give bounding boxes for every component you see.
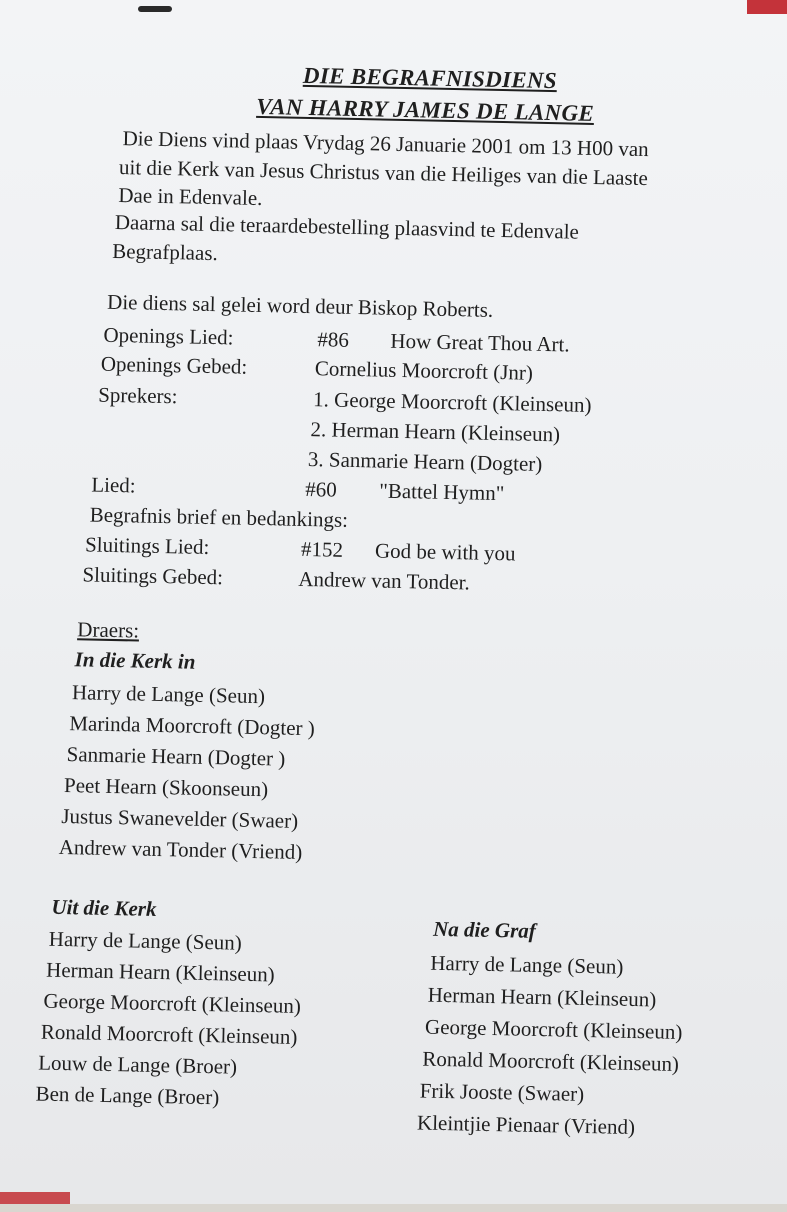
list-item: Ronald Moorcroft (Kleinseun)	[422, 1046, 680, 1076]
opening-song-number: #86	[317, 327, 350, 352]
song-number: #60	[305, 476, 338, 502]
opening-song-label: Openings Lied:	[103, 322, 234, 350]
closing-song-label: Sluitings Lied:	[84, 532, 210, 559]
list-item: Andrew van Tonder (Vriend)	[58, 834, 303, 865]
opening-song-title: How Great Thou Art.	[390, 328, 570, 357]
intro-line: uit die Kerk van Jesus Christus van die Heiliges van die Laaste	[118, 155, 649, 191]
opening-prayer: Cornelius Moorcroft (Jnr)	[314, 356, 534, 385]
bearers-heading: Draers:	[77, 617, 140, 643]
intro-line: Die Diens vind plaas Vrydag 26 Januarie 2001 om 13 H00 van	[122, 126, 649, 162]
list-item: Peet Hearn (Skoonseun)	[63, 773, 269, 802]
speaker-item: 2. Herman Hearn (Kleinseun)	[310, 417, 561, 447]
list-item: George Moorcroft (Kleinseun)	[43, 988, 302, 1019]
list-item: Louw de Lange (Broer)	[37, 1050, 238, 1079]
intro-line: Begrafplaas.	[111, 238, 219, 266]
out-church-heading: Uit die Kerk	[51, 894, 157, 921]
intro-line: Dae in Edenvale.	[118, 183, 263, 211]
grave-heading: Na die Graf	[432, 916, 537, 943]
list-item: Justus Swanevelder (Swaer)	[61, 803, 299, 833]
into-church-heading: In die Kerk in	[74, 647, 196, 674]
list-item: Frik Jooste (Swaer)	[419, 1078, 585, 1106]
song-label: Lied:	[91, 472, 136, 498]
closing-song-number: #152	[300, 536, 344, 562]
list-item: Harry de Lange (Seun)	[430, 950, 624, 979]
service-leader: Die diens sal gelei word deur Biskop Roberts.	[106, 289, 494, 322]
list-item: Herman Hearn (Kleinseun)	[427, 982, 657, 1012]
list-item: Harry de Lange (Seun)	[48, 926, 243, 955]
list-item: Sanmarie Hearn (Dogter )	[66, 742, 286, 771]
closing-prayer-label: Sluitings Gebed:	[82, 562, 224, 590]
list-item: Ronald Moorcroft (Kleinseun)	[40, 1019, 298, 1049]
list-item: George Moorcroft (Kleinseun)	[424, 1014, 683, 1045]
opening-prayer-label: Openings Gebed:	[100, 351, 248, 379]
list-item: Kleintjie Pienaar (Vriend)	[416, 1110, 636, 1140]
intro-line: Daarna sal die teraardebestelling plaasvind te Edenvale	[114, 209, 580, 244]
title-line-2: VAN HARRY JAMES DE LANGE	[256, 93, 595, 126]
speaker-item: 1. George Moorcroft (Kleinseun)	[312, 387, 592, 417]
closing-song-title: God be with you	[374, 538, 516, 566]
song-title: "Battel Hymn"	[379, 478, 505, 506]
letter-label: Begrafnis brief en bedankings:	[89, 502, 349, 532]
closing-prayer: Andrew van Tonder.	[298, 566, 470, 595]
speaker-item: 3. Sanmarie Hearn (Dogter)	[307, 447, 543, 476]
list-item: Harry de Lange (Seun)	[71, 680, 266, 709]
list-item: Herman Hearn (Kleinseun)	[45, 957, 275, 987]
list-item: Marinda Moorcroft (Dogter )	[69, 711, 316, 741]
title-line-1: DIE BEGRAFNISDIENS	[302, 62, 558, 94]
list-item: Ben de Lange (Broer)	[35, 1081, 220, 1110]
speakers-label: Sprekers:	[97, 382, 178, 409]
